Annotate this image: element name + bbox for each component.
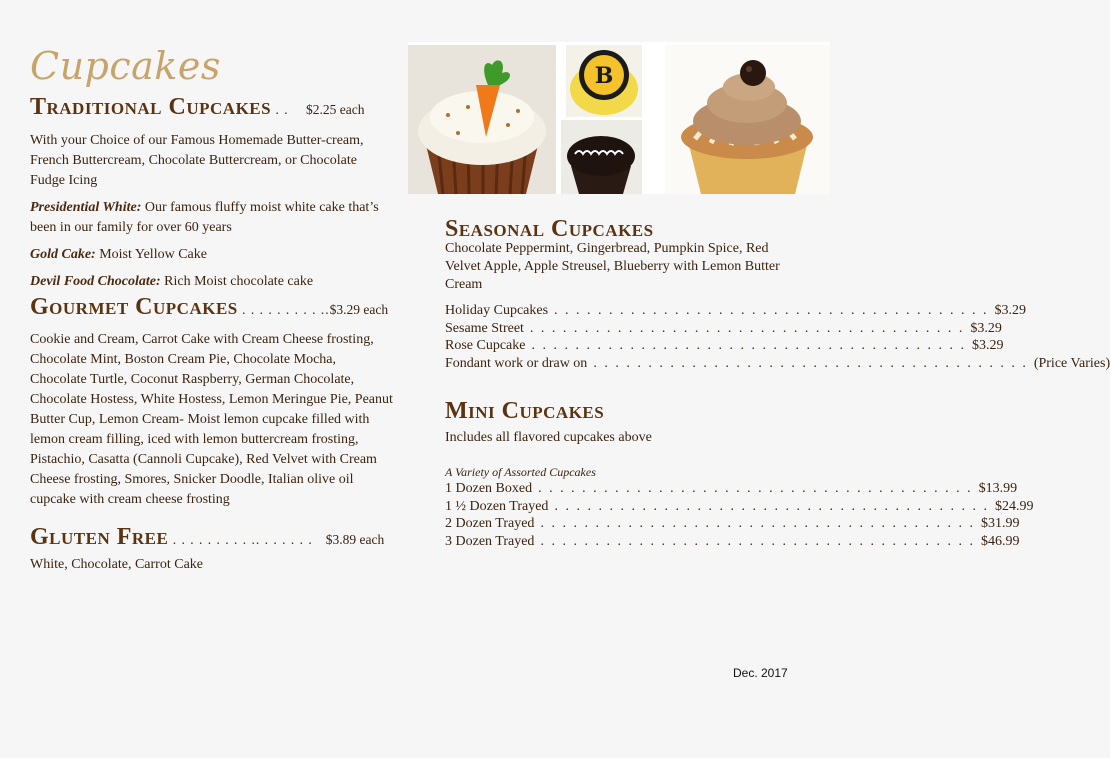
price-row (445, 533, 1020, 551)
page-title: Cupcakes (30, 44, 221, 88)
bruins-cupcake-photo (566, 45, 642, 117)
traditional-description: With your Choice of our Famous Homemade Butter-cream, French Buttercream, Chocolate Buttercream, or Chocolate Fudge Icing (30, 133, 364, 188)
price-row-label: Holiday Cupcakes (445, 303, 549, 318)
item-desc: Moist Yellow Cake (95, 247, 207, 262)
price-row-label: 1 ½ Dozen Trayed (445, 498, 549, 514)
traditional-item (30, 245, 395, 265)
price-row-label: Fondant work or draw on (445, 355, 588, 371)
seasonal-description: Chocolate Peppermint, Gingerbread, Pumpkin Spice, Red Velvet Apple, Apple Streusel, Blueberry with Lemon Butter Cream (445, 241, 780, 292)
leader-dots: . . . . . . . . . . . . . . . . . . . . . . . . . . . . . . . . . . . . . . . . (531, 338, 966, 353)
date-stamp: Dec. 2017 (733, 666, 788, 680)
price-row-value: $13.99 (978, 481, 1018, 496)
price-row (445, 480, 1018, 498)
leader-dots: . . . . . . . . . . . . . . . . . . . . . . . . . . . . . . . . . . . . . . . . (538, 481, 973, 496)
price-row-value: (Price Varies) (1033, 355, 1110, 371)
gourmet-heading-row (30, 292, 395, 325)
right-column (445, 214, 1110, 550)
seasonal-heading: Seasonal Cupcakes (445, 216, 654, 242)
traditional-item (30, 198, 395, 238)
gourmet-heading: Gourmet Cupcakes (30, 294, 238, 320)
leader-dots: . . . . . . . . . . . . . . . . . . . . . . . . . . . . . . . . . . . . . . . . (540, 516, 975, 531)
gourmet-price: $3.29 each (329, 302, 389, 317)
price-row-label: 3 Dozen Trayed (445, 533, 535, 549)
price-row-value: $31.99 (980, 516, 1020, 531)
leader-dots: . . . . . . . . . . . . . . . . . . . . . . . . . . . . . . . . . . . . . . . . (529, 320, 965, 336)
mini-subnote: A Variety of Assorted Cupcakes (445, 465, 596, 479)
price-row-value: $3.29 (970, 320, 1002, 336)
traditional-heading-row (30, 92, 395, 125)
leader-dots: . . . . . . . . . . . . . . . . . . . . . . . . . . . . . . . . . . . . . . . . (540, 533, 975, 549)
svg-text:B: B (594, 63, 614, 89)
mini-price-list (445, 480, 1034, 550)
price-row-value: $46.99 (980, 533, 1020, 549)
price-row (445, 337, 1004, 355)
price-row-label: 1 Dozen Boxed (445, 481, 533, 496)
gourmet-description: Cookie and Cream, Carrot Cake with Cream Cheese frosting, Chocolate Mint, Boston Cream Pie, Chocolate Mocha, Chocolate Turtle, Coconut Raspberry, German Chocolate, Chocolate Hostess, White Hostess, Lemon Meringue Pie, Peanut Butter Cup, Lemon Cream- Moist lemon cupcake filled with lemon cream filling, iced with lemon buttercream frosting, Pistachio, Casatta (Cannoli Cupcake), Red Velvet with Cream Cheese frosting, Smores, Snicker Doodle, Italian olive oil cupcake with cream cheese frosting (30, 332, 393, 507)
mocha-almond-cupcake-photo (665, 45, 830, 194)
gluten-free-heading: Gluten Free (30, 524, 169, 550)
item-name: Gold Cake: (30, 247, 96, 262)
price-row (445, 498, 1034, 516)
gluten-free-description: White, Chocolate, Carrot Cake (30, 557, 203, 572)
gluten-free-dots: . . . . . . . . . .. . . . . . . (168, 532, 313, 547)
leader-dots: . . . . . . . . . . . . . . . . . . . . . . . . . . . . . . . . . . . . . . . . (593, 355, 1028, 371)
item-desc: Rich Moist chocolate cake (160, 274, 314, 289)
price-row (445, 320, 1002, 338)
leader-dots: . . . . . . . . . . . . . . . . . . . . . . . . . . . . . . . . . . . . . . . . (554, 303, 989, 318)
mini-heading: Mini Cupcakes (445, 398, 605, 424)
gourmet-dots: . . . . . . . . . .. (237, 302, 330, 317)
price-row-value: $24.99 (994, 498, 1034, 514)
traditional-item (30, 272, 395, 292)
price-row (445, 515, 1020, 533)
mini-description: Includes all flavored cupcakes above (445, 430, 652, 445)
left-column (30, 92, 395, 575)
item-desc: Our famous fluffy moist white cake that’s been in our family for over 60 years (30, 200, 379, 235)
traditional-price: $2.25 each (305, 102, 365, 117)
price-row-value: $3.29 (971, 338, 1004, 353)
traditional-heading: Traditional Cupcakes (30, 94, 272, 120)
price-row (445, 355, 1110, 373)
item-name: Presidential White: (30, 200, 142, 215)
price-row-label: 2 Dozen Trayed (445, 516, 535, 531)
item-name: Devil Food Chocolate: (30, 274, 161, 289)
price-row-label: Rose Cupcake (445, 338, 526, 353)
carrot-cupcake-photo (408, 45, 556, 194)
chocolate-hostess-cupcake-photo (561, 120, 642, 194)
price-row-value: $3.29 (994, 303, 1027, 318)
price-row-label: Sesame Street (445, 320, 524, 336)
price-row (445, 302, 1027, 320)
photo-strip (408, 42, 830, 194)
traditional-dots: . . (271, 102, 293, 117)
seasonal-price-list (445, 302, 1110, 372)
gluten-free-heading-row (30, 522, 395, 555)
leader-dots: . . . . . . . . . . . . . . . . . . . . . . . . . . . . . . . . . . . . . . . . (554, 498, 989, 514)
gluten-free-price: $3.89 each (325, 532, 385, 547)
